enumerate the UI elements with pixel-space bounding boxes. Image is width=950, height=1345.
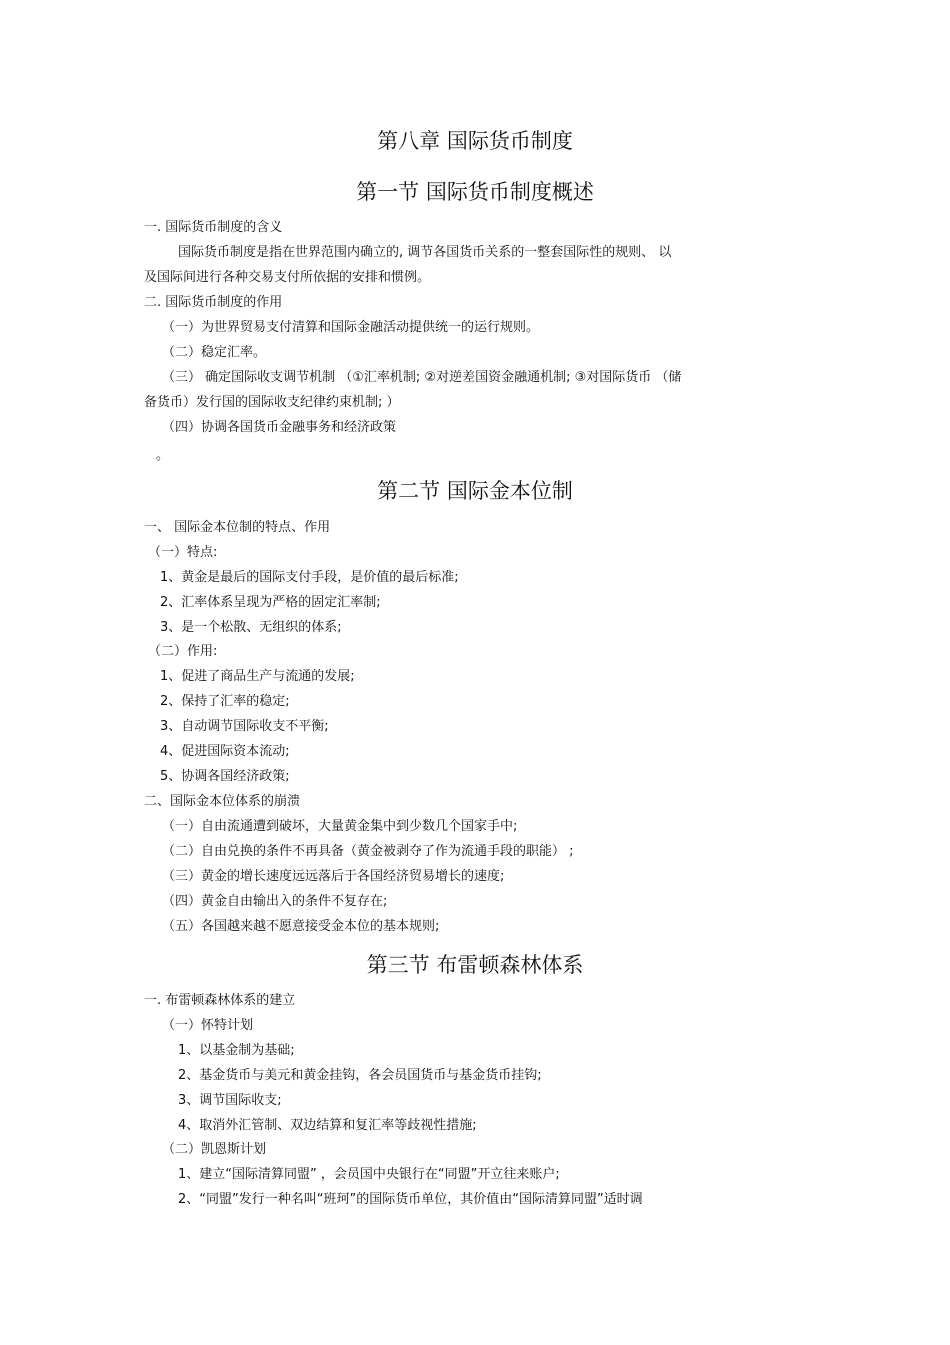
text-line: 4、促进国际资本流动; bbox=[160, 744, 290, 759]
text-line: 1、黄金是最后的国际支付手段，是价值的最后标准; bbox=[160, 570, 459, 585]
text-line: （二）自由兑换的条件不再具备（黄金被剥夺了作为流通手段的职能） ; bbox=[162, 844, 574, 859]
text-line: （二）稳定汇率。 bbox=[162, 345, 267, 360]
text-line: 2、汇率体系呈现为严格的固定汇率制; bbox=[160, 595, 381, 610]
text-line: 1、促进了商品生产与流通的发展; bbox=[160, 669, 355, 684]
text-line: 2、基金货币与美元和黄金挂钩，各会员国货币与基金货币挂钩; bbox=[178, 1068, 542, 1083]
text-line: 一、 国际金本位制的特点、作用 bbox=[144, 520, 331, 535]
text-line: 3、是一个松散、无组织的体系; bbox=[160, 620, 342, 635]
section-2-title: 第二节 国际金本位制 bbox=[377, 479, 573, 503]
section-3-title: 第三节 布雷顿森林体系 bbox=[366, 953, 584, 977]
text-line: （三） 确定国际收支调节机制 （①汇率机制; ②对逆差国资金融通机制; ③对国际货币 （储 bbox=[162, 370, 682, 385]
chapter-title: 第八章 国际货币制度 bbox=[377, 129, 573, 153]
text-line: （三）黄金的增长速度远远落后于各国经济贸易增长的速度; bbox=[162, 869, 505, 884]
text-line: 一. 国际货币制度的含义 bbox=[144, 220, 283, 235]
text-line: 3、调节国际收支; bbox=[178, 1093, 282, 1108]
text-line: （五）各国越来越不愿意接受金本位的基本规则; bbox=[162, 919, 440, 934]
section-1-title: 第一节 国际货币制度概述 bbox=[356, 180, 594, 204]
text-line: 二、国际金本位体系的崩溃 bbox=[144, 794, 301, 809]
text-line: （一）特点: bbox=[148, 545, 218, 560]
text-line: （一）为世界贸易支付清算和国际金融活动提供统一的运行规则。 bbox=[162, 320, 540, 335]
text-line: （一）自由流通遭到破坏，大量黄金集中到少数几个国家手中; bbox=[162, 819, 518, 834]
text-line: （四）协调各国货币金融事务和经济政策 bbox=[162, 420, 397, 435]
text-line: 。 bbox=[156, 448, 170, 463]
text-line: 国际货币制度是指在世界范围内确立的, 调节各国货币关系的一整套国际性的规则、 以 bbox=[178, 245, 672, 260]
text-line: 2、“同盟”发行一种名叫“班珂”的国际货币单位，其价值由“国际清算同盟”适时调 bbox=[178, 1192, 643, 1207]
text-line: 4、取消外汇管制、双边结算和复汇率等歧视性措施; bbox=[178, 1118, 477, 1133]
text-line: 2、保持了汇率的稳定; bbox=[160, 694, 290, 709]
text-line: 一. 布雷顿森林体系的建立 bbox=[144, 993, 296, 1008]
text-line: 3、自动调节国际收支不平衡; bbox=[160, 719, 329, 734]
text-line: 备货币）发行国的国际收支纪律约束机制; ） bbox=[144, 395, 400, 410]
text-line: 1、建立“国际清算同盟” ，会员国中央银行在“同盟”开立往来账户; bbox=[178, 1167, 560, 1182]
text-line: 二. 国际货币制度的作用 bbox=[144, 295, 283, 310]
text-line: 5、协调各国经济政策; bbox=[160, 769, 290, 784]
text-line: （二）作用: bbox=[148, 644, 218, 659]
text-line: （二）凯恩斯计划 bbox=[162, 1142, 267, 1157]
text-line: 1、以基金制为基础; bbox=[178, 1043, 295, 1058]
text-line: （一）怀特计划 bbox=[162, 1018, 254, 1033]
text-line: 及国际间进行各种交易支付所依据的安排和惯例。 bbox=[144, 270, 431, 285]
text-line: （四）黄金自由输出入的条件不复存在; bbox=[162, 894, 388, 909]
